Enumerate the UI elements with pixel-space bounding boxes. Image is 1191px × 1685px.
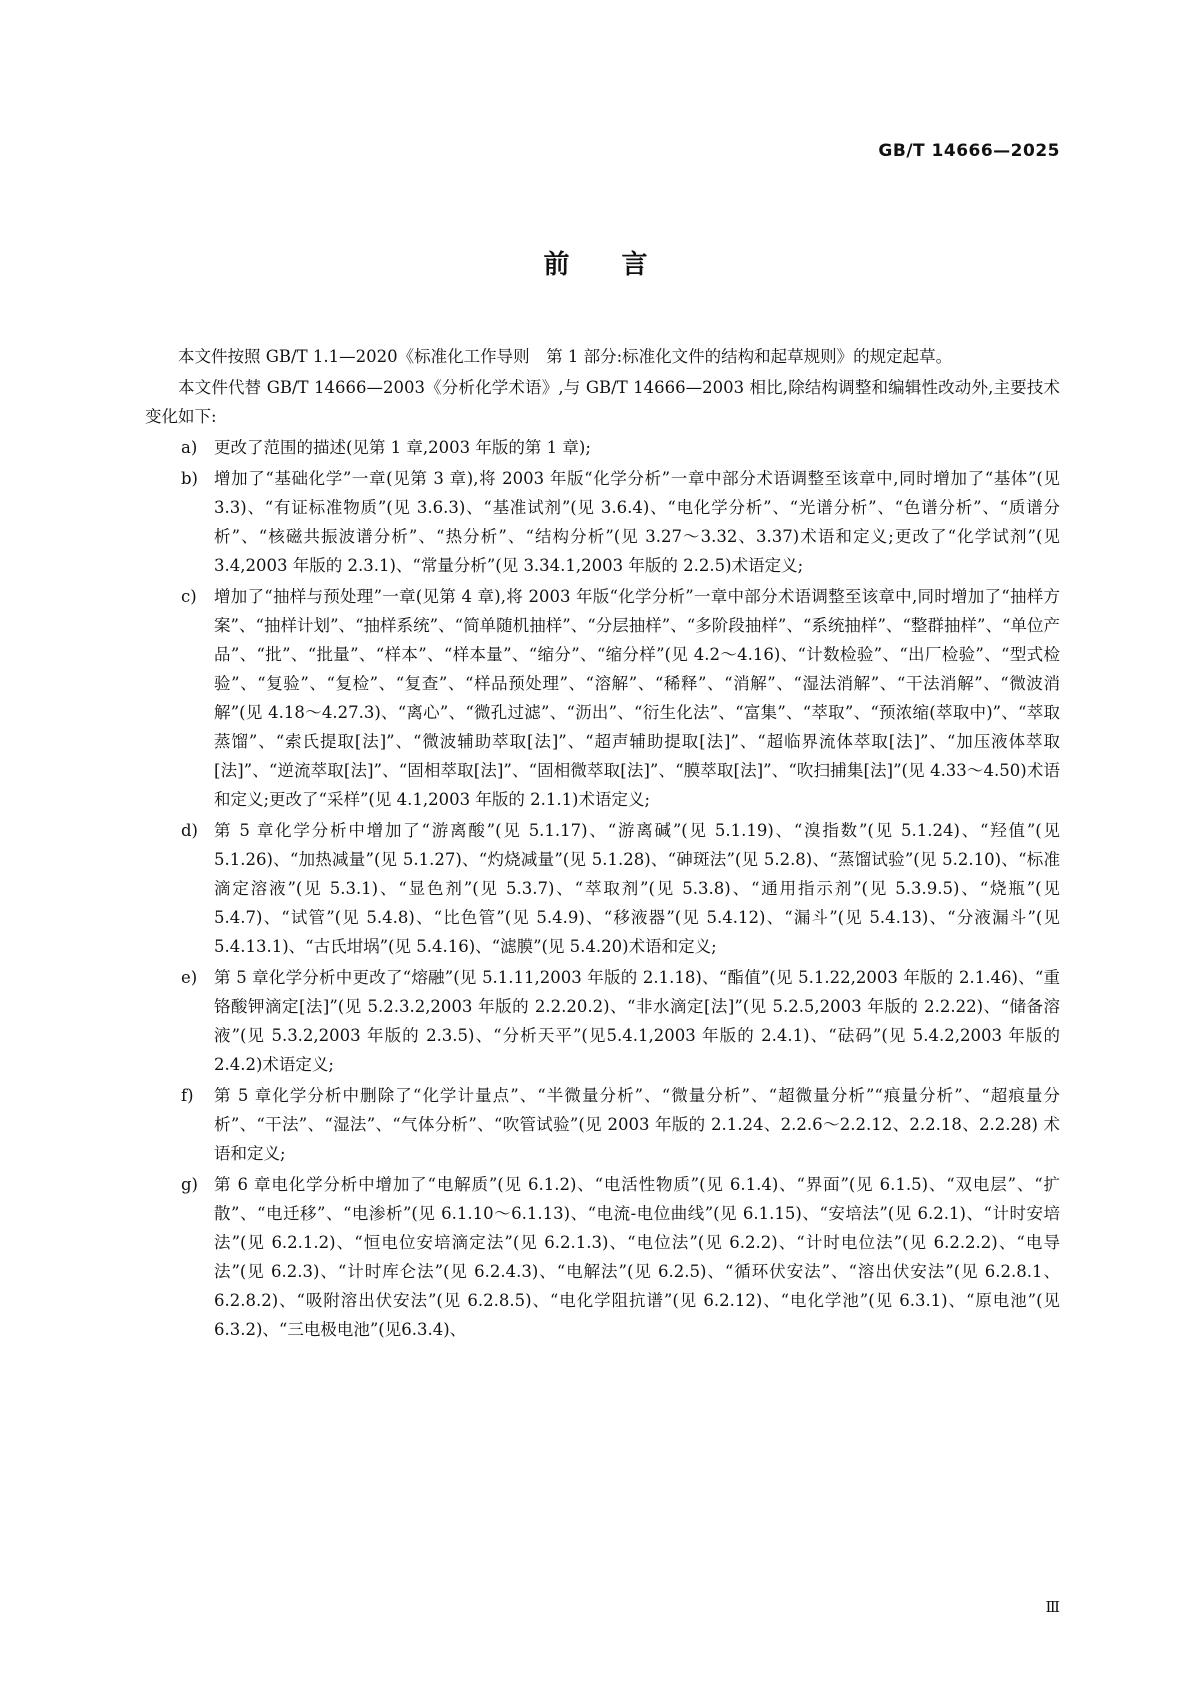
list-item [145, 816, 1060, 961]
document-body [145, 342, 1060, 1346]
paragraph-replacement: 本文件代替 GB/T 14666—2003《分析化学术语》,与 GB/T 14666—2003 相比,除结构调整和编辑性改动外,主要技术变化如下: [145, 378, 1060, 426]
list-item-text: 更改了范围的描述(见第 1 章,2003 年版的第 1 章); [214, 438, 591, 457]
list-item-text: 增加了“基础化学”一章(见第 3 章),将 2003 年版“化学分析”一章中部分术语调整至该章中,同时增加了“基体”(见 3.3)、“有证标准物质”(见 3.6.3)、“基准试剂”(见 3.6.4)、“电化学分析”、“光谱分析”、“色谱分析”、“质谱分析”、“核磁共振波谱分析”、“热分析”、“结构分析”(见 3.27～3.32、3.37)术语和定义;更改了“化学试剂”(见 3.4,2003 年版的 2.3.1)、“常量分析”(见 3.34.1,2003 年版的 2.2.5)术语定义; [214, 469, 1060, 575]
list-item-text: 第 6 章电化学分析中增加了“电解质”(见 6.1.2)、“电活性物质”(见 6.1.4)、“界面”(见 6.1.5)、“双电层”、“扩散”、“电迁移”、“电渗析”(见 6.1.10～6.1.13)、“电流-电位曲线”(见 6.1.15)、“安培法”(见 6.2.1)、“计时安培法”(见 6.2.1.2)、“恒电位安培滴定法”(见 6.2.1.3)、“电位法”(见 6.2.2)、“计时电位法”(见 6.2.2.2)、“电导法”(见 6.2.3)、“计时库仑法”(见 6.2.4.3)、“电解法”(见 6.2.5)、“循环伏安法”、“溶出伏安法”(见 6.2.8.1、6.2.8.2)、“吸附溶出伏安法”(见 6.2.8.5)、“电化学阻抗谱”(见 6.2.12)、“电化学池”(见 6.3.1)、“原电池”(见 6.3.2)、“三电极电池”(见6.3.4)、 [214, 1175, 1060, 1339]
list-item-text: 增加了“抽样与预处理”一章(见第 4 章),将 2003 年版“化学分析”一章中部分术语调整至该章中,同时增加了“抽样方案”、“抽样计划”、“抽样系统”、“简单随机抽样”、“分层抽样”、“多阶段抽样”、“系统抽样”、“整群抽样”、“单位产品”、“批”、“批量”、“样本”、“样本量”、“缩分”、“缩分样”(见 4.2～4.16)、“计数检验”、“出厂检验”、“型式检验”、“复验”、“复检”、“复查”、“样品预处理”、“溶解”、“稀释”、“消解”、“湿法消解”、“干法消解”、“微波消解”(见 4.18～4.27.3)、“离心”、“微孔过滤”、“沥出”、“衍生化法”、“富集”、“萃取”、“预浓缩(萃取中)”、“萃取蒸馏”、“索氏提取[法]”、“微波辅助萃取[法]”、“超声辅助提取[法]”、“超临界流体萃取[法]”、“加压液体萃取[法]”、“逆流萃取[法]”、“固相萃取[法]”、“固相微萃取[法]”、“膜萃取[法]”、“吹扫捕集[法]”(见 4.33～4.50)术语和定义;更改了“采样”(见 4.1,2003 年版的 2.1.1)术语定义; [214, 587, 1060, 809]
list-item-text: 第 5 章化学分析中更改了“熔融”(见 5.1.11,2003 年版的 2.1.18)、“酯值”(见 5.1.22,2003 年版的 2.1.46)、“重铬酸钾滴定[法]”(见 5.2.3.2,2003 年版的 2.2.20.2)、“非水滴定[法]”(见 5.2.5,2003 年版的 2.2.22)、“储备溶液”(见 5.3.2,2003 年版的 2.3.5)、“分析天平”(见5.4.1,2003 年版的 2.4.1)、“砝码”(见 5.4.2,2003 年版的 2.4.2)术语定义; [214, 968, 1060, 1074]
list-item-label: a) [181, 438, 198, 457]
list-item-text: 第 5 章化学分析中增加了“游离酸”(见 5.1.17)、“游离碱”(见 5.1.19)、“溴指数”(见 5.1.24)、“羟值”(见 5.1.26)、“加热减量”(见 5.1.27)、“灼烧减量”(见 5.1.28)、“砷斑法”(见 5.2.8)、“蒸馏试验”(见 5.2.10)、“标准滴定溶液”(见 5.3.1)、“显色剂”(见 5.3.7)、“萃取剂”(见 5.3.8)、“通用指示剂”(见 5.3.9.5)、“烧瓶”(见 5.4.7)、“试管”(见 5.4.8)、“比色管”(见 5.4.9)、“移液器”(见 5.4.12)、“漏斗”(见 5.4.13)、“分液漏斗”(见 5.4.13.1)、“古氏坩埚”(见 5.4.16)、“滤膜”(见 5.4.20)术语和定义; [214, 821, 1060, 956]
paragraph-drafting-rules: 本文件按照 GB/T 1.1—2020《标准化工作导则 第 1 部分:标准化文件的结构和起草规则》的规定起草。 [178, 347, 953, 366]
list-item [145, 1081, 1060, 1168]
list-item-label: g) [181, 1175, 198, 1194]
list-item-label: e) [181, 968, 198, 987]
list-item [145, 963, 1060, 1079]
page-title: 前言 [543, 250, 700, 280]
list-item-label: b) [181, 469, 198, 488]
standard-code: GB/T 14666—2025 [878, 141, 1060, 161]
list-item [145, 582, 1060, 814]
list-item-label: d) [181, 821, 198, 840]
list-item [145, 1170, 1060, 1344]
list-item-label: f) [181, 1086, 194, 1105]
list-item-text: 第 5 章化学分析中删除了“化学计量点”、“半微量分析”、“微量分析”、“超微量分析”“痕量分析”、“超痕量分析”、“干法”、“湿法”、“气体分析”、“吹管试验”(见 2003 年版的 2.1.24、2.2.6～2.2.12、2.2.18、2.2.28) 术语和定义; [214, 1086, 1060, 1163]
list-item [145, 433, 1060, 462]
list-item [145, 464, 1060, 580]
page-number: Ⅲ [1045, 1598, 1060, 1616]
list-item-label: c) [181, 587, 197, 606]
